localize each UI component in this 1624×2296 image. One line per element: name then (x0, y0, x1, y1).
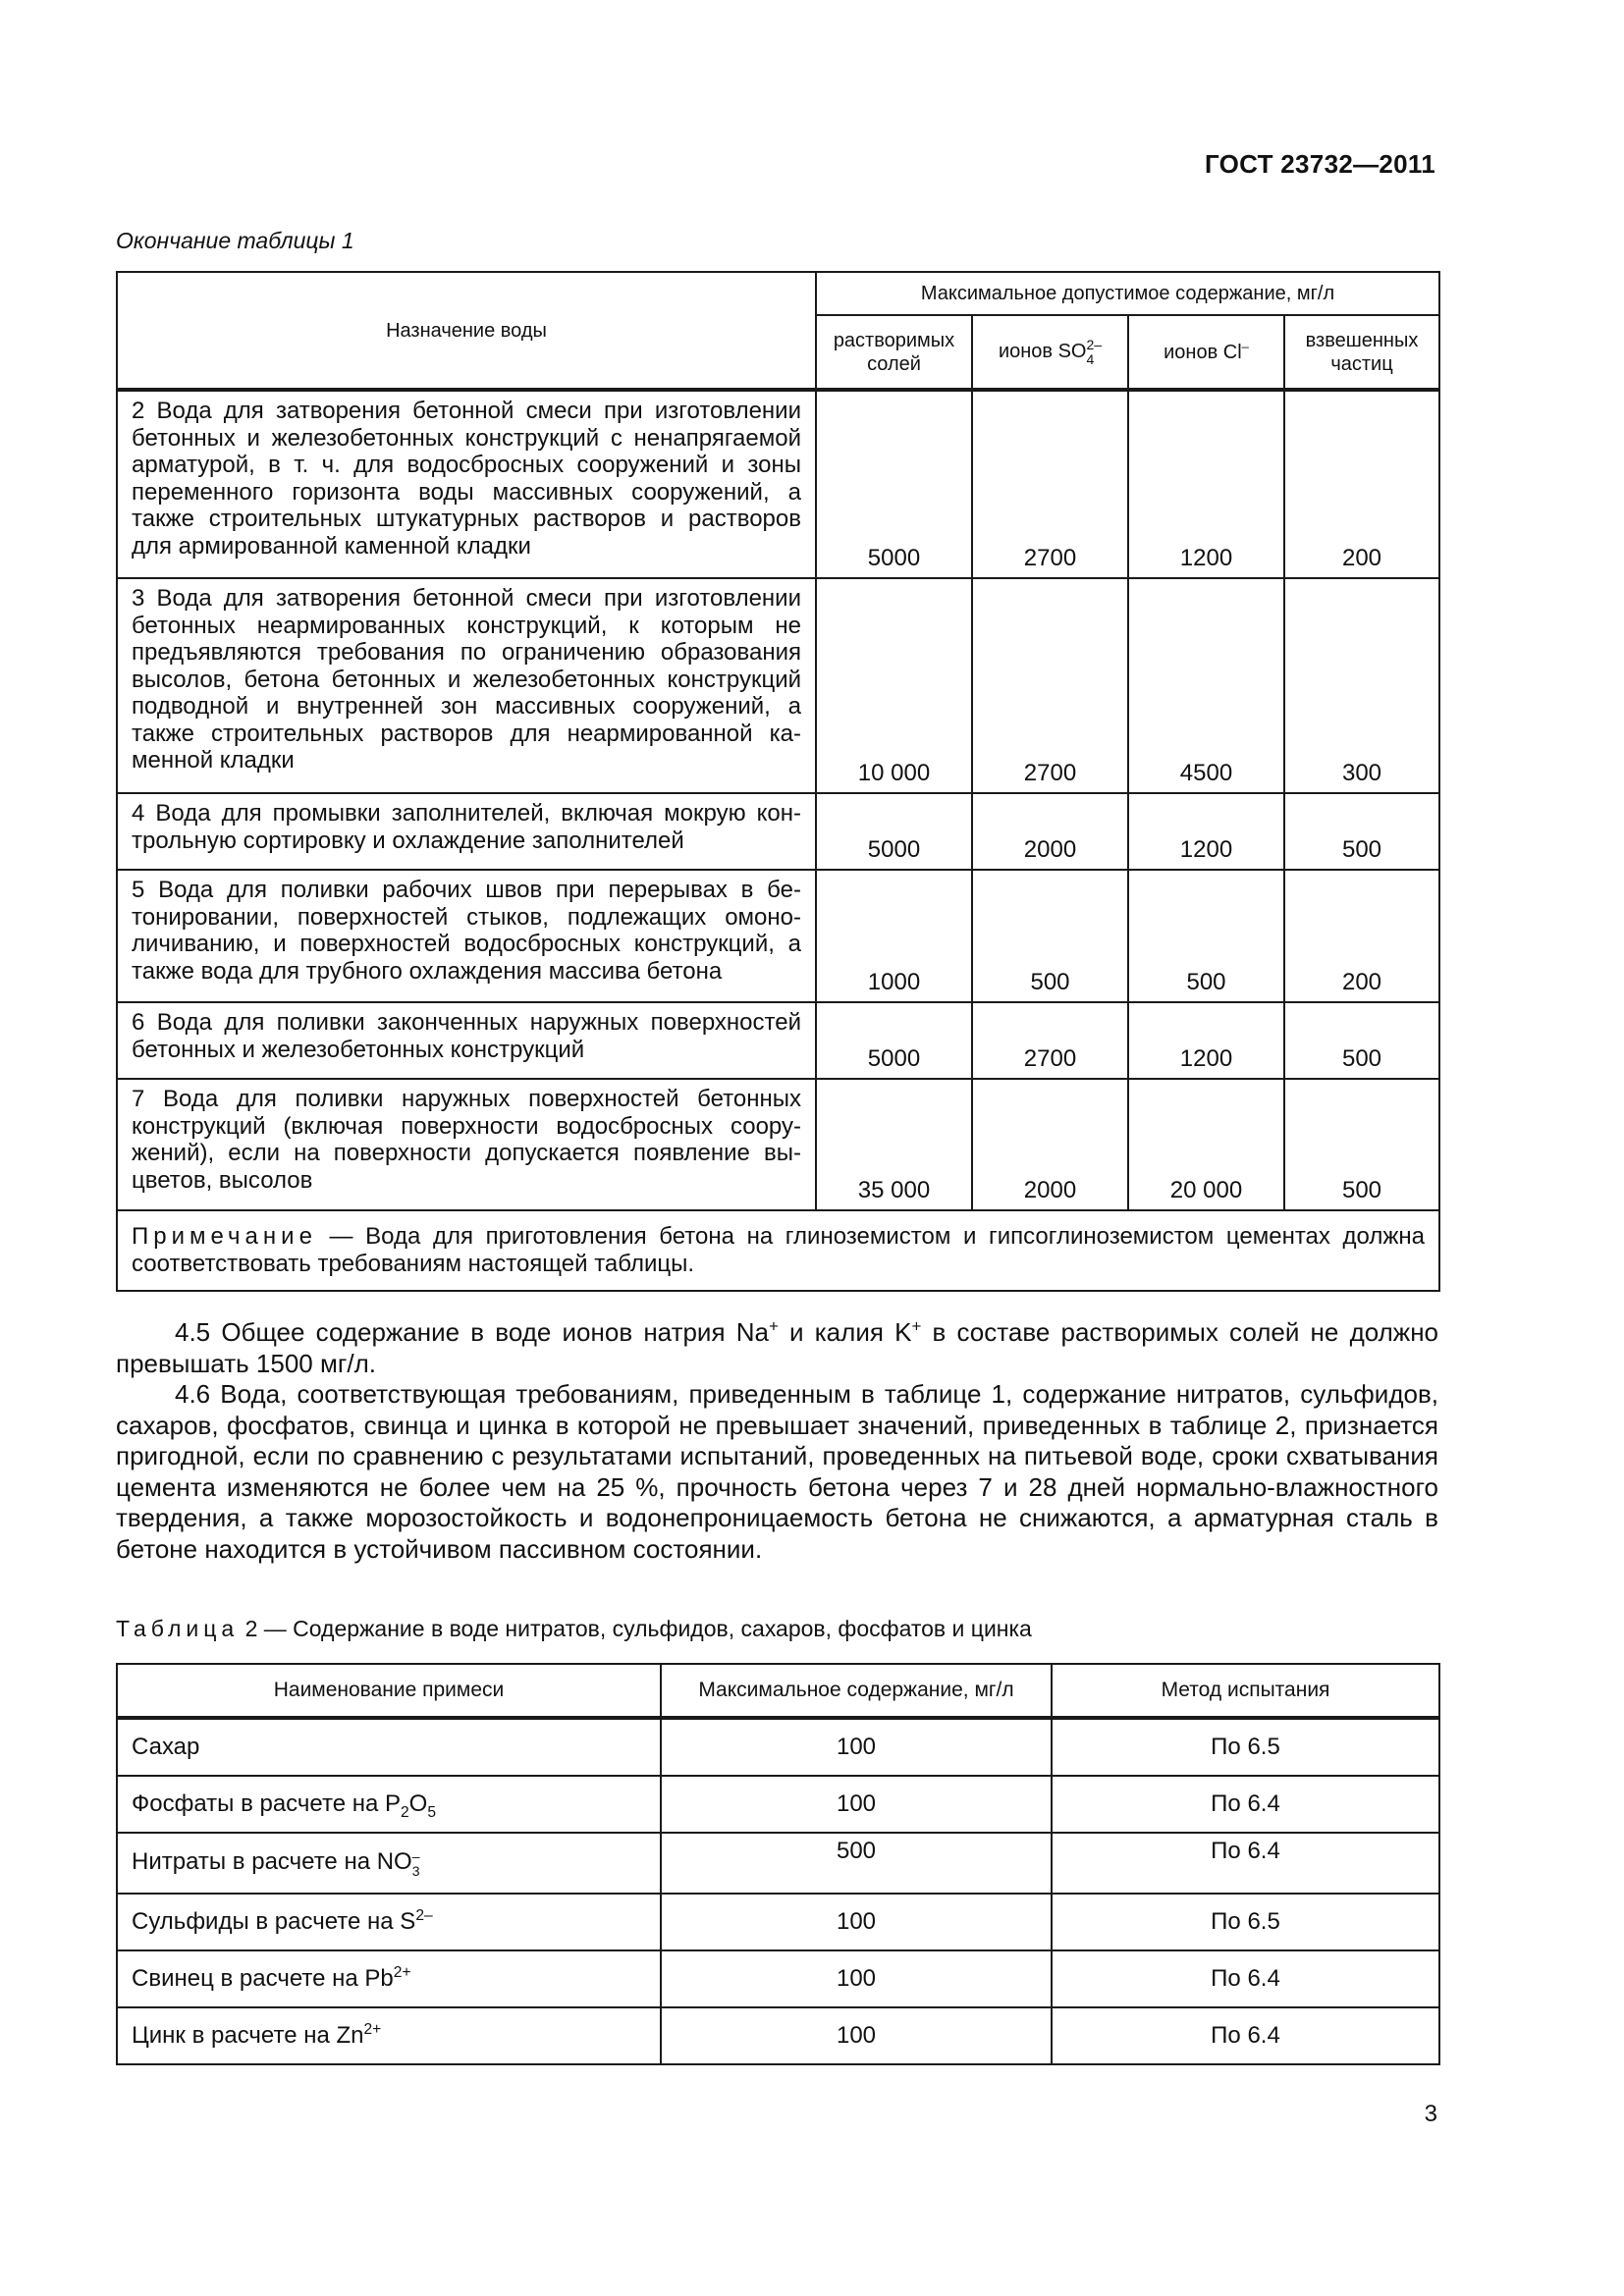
table-row (117, 1776, 1439, 1833)
row-particles: 500 (1284, 1002, 1439, 1079)
impurity-name-part: O (408, 1790, 428, 1817)
row-salts: 1000 (816, 870, 972, 1002)
table-row (117, 2007, 1439, 2064)
sulfate-ion-indices (1086, 338, 1102, 366)
table-row (117, 1079, 1439, 1210)
impurity-name-part: Цинк в расчете на Zn (132, 2022, 364, 2049)
row-chloride: 1200 (1128, 390, 1284, 578)
impurity-max: 500 (661, 1833, 1052, 1894)
impurity-max: 100 (661, 2007, 1052, 2064)
row-purpose: 6 Вода для поливки законченных наружных поверхностей бетонных и железобетонных конструкций (117, 1002, 816, 1079)
impurity-max: 100 (661, 1718, 1052, 1776)
impurity-name (117, 1950, 661, 2007)
row-chloride: 4500 (1128, 578, 1284, 793)
table-row (117, 1950, 1439, 2007)
row-particles: 300 (1284, 578, 1439, 793)
row-sulfate: 500 (972, 870, 1128, 1002)
impurities-table (116, 1663, 1440, 2065)
row-particles: 500 (1284, 793, 1439, 870)
row-salts: 35 000 (816, 1079, 972, 1210)
table-row (117, 1718, 1439, 1776)
table-row (117, 1894, 1439, 1950)
row-purpose: 4 Вода для промывки заполнителей, включая мокрую контрольную сортировку и охлаждение заполнителей (117, 793, 816, 870)
row-purpose: 3 Вода для затворения бетонной смеси при изготовлении бетонных неармированных конструкций, к которым не предъявляются требования по ограничению образования высолов, бетона бетонных и железобетонных конструкций подводной и внутренней зон массивных сооружений, а также строительных растворов для неармированной каменной кладки (117, 578, 816, 793)
col-purpose-header: Назначение воды (117, 272, 816, 390)
impurity-method: По 6.5 (1052, 1894, 1439, 1950)
impurity-name-part: Сульфиды в расчете на S (132, 1908, 416, 1935)
row-purpose: 7 Вода для поливки наружных поверхностей бетонных конструкций (включая поверхности водосбросных сооружений), если на поверхности допускается появление выцветов, высолов (117, 1079, 816, 1210)
row-sulfate: 2700 (972, 578, 1128, 793)
row-chloride: 500 (1128, 870, 1284, 1002)
table-row (117, 578, 1439, 793)
formula-charge: 2+ (393, 1964, 411, 1981)
row-sulfate: 2000 (972, 793, 1128, 870)
row-particles: 500 (1284, 1079, 1439, 1210)
impurity-method: По 6.4 (1052, 1950, 1439, 2007)
nitrate-ion-indices (412, 1849, 420, 1878)
col-max-header: Максимальное содержание, мг/л (661, 1664, 1052, 1718)
clause-4-6: 4.6 Вода, соответствующая требованиям, приведенным в таблице 1, содержание нитратов, сульфидов, сахаров, фосфатов, свинца и цинка в которой не превышает значений, приведенных в таблице 2, признается пригодной, если по сравнению с результатами испытаний, проведенных на питьевой воде, сроки схватывания цемента изменяются не более чем на 25 %, прочность бетона через 7 и 28 дней нормально-влажностного твердения, а также морозостойкость и водонепроницаемость бетона не снижаются, а арматурная сталь в бетоне находится в устойчивом пассивном состоянии. (116, 1379, 1438, 1564)
col-impurity-name-header: Наименование примеси (117, 1664, 661, 1718)
formula-charge: 2+ (363, 2021, 382, 2038)
table-row (117, 1002, 1439, 1079)
impurity-name (117, 1776, 661, 1833)
col-sulfate-header (972, 315, 1128, 390)
row-sulfate: 2700 (972, 1002, 1128, 1079)
row-chloride: 1200 (1128, 1002, 1284, 1079)
impurity-name-part: Нитраты в расчете на NO (132, 1848, 412, 1876)
impurity-name (117, 1894, 661, 1950)
table-note (117, 1210, 1439, 1291)
table-row (117, 390, 1439, 578)
row-sulfate: 2000 (972, 1079, 1128, 1210)
impurity-method: По 6.4 (1052, 2007, 1439, 2064)
clause-4-5-part-c: в составе растворимых солей не должно превышать 1500 мг/л. (116, 1317, 1439, 1378)
impurity-method: По 6.5 (1052, 1718, 1439, 1776)
impurity-method: По 6.4 (1052, 1776, 1439, 1833)
clause-4-5-part-a: 4.5 Общее содержание в воде ионов натрия Na (175, 1317, 769, 1347)
page-number: 3 (1424, 2101, 1437, 2127)
clause-4-5 (116, 1317, 1438, 1379)
potassium-charge: + (911, 1316, 922, 1336)
sulfate-charge: 2– (1086, 337, 1103, 352)
standard-designation: ГОСТ 23732—2011 (1204, 149, 1435, 179)
formula-charge: 2– (415, 1907, 433, 1924)
note-label: Примечание (132, 1223, 317, 1250)
impurity-name (117, 1833, 661, 1894)
row-salts: 5000 (816, 793, 972, 870)
impurity-name (117, 2007, 661, 2064)
formula-subscript: 2 (400, 1803, 409, 1821)
note-text: — Вода для приготовления бетона на глиноземистом и гипсоглиноземистом цементах должна соответствовать требованиям настоящей таблицы. (132, 1223, 1425, 1277)
table2-caption-text: 2 — Содержание в воде нитратов, сульфидов, сахаров, фосфатов и цинка (239, 1616, 1032, 1641)
impurity-name-part: Фосфаты в расчете на P (132, 1790, 401, 1817)
col-method-header: Метод испытания (1052, 1664, 1439, 1718)
formula-subscript: 5 (427, 1803, 437, 1821)
impurity-max: 100 (661, 1950, 1052, 2007)
chloride-charge: – (1241, 338, 1249, 353)
chloride-prefix: ионов Cl (1164, 341, 1242, 363)
impurity-max: 100 (661, 1776, 1052, 1833)
table-row (117, 1833, 1439, 1894)
col-salts-header: растворимых солей (816, 315, 972, 390)
sodium-charge: + (768, 1316, 779, 1336)
row-salts: 10 000 (816, 578, 972, 793)
impurity-name-part: Свинец в расчете на Pb (132, 1965, 394, 1992)
clause-4-5-part-b: и калия K (778, 1317, 912, 1347)
formula-charge: – (411, 1847, 420, 1864)
row-sulfate: 2700 (972, 390, 1128, 578)
row-chloride: 1200 (1128, 793, 1284, 870)
row-purpose: 5 Вода для поливки рабочих швов при перерывах в бетонировании, поверхностей стыков, подлежащих омоноличиванию, и поверхностей водосбросных конструкций, а также вода для трубного охлаждения массива бетона (117, 870, 816, 1002)
row-salts: 5000 (816, 390, 972, 578)
table2-caption (116, 1616, 1032, 1642)
col-chloride-header (1128, 315, 1284, 390)
row-chloride: 20 000 (1128, 1079, 1284, 1210)
sulfate-index: 4 (1086, 351, 1095, 367)
sulfate-prefix: ионов SO (998, 340, 1087, 362)
col-max-content-header: Максимальное допустимое содержание, мг/л (816, 272, 1439, 315)
clauses-section (116, 1317, 1438, 1565)
row-salts: 5000 (816, 1002, 972, 1079)
formula-subscript: 3 (411, 1862, 420, 1879)
impurity-max: 100 (661, 1894, 1052, 1950)
water-requirements-table (116, 271, 1440, 1292)
col-particles-header: взвешенных частиц (1284, 315, 1439, 390)
row-particles: 200 (1284, 390, 1439, 578)
table-row (117, 793, 1439, 870)
row-particles: 200 (1284, 870, 1439, 1002)
table-continuation-label: Окончание таблицы 1 (116, 228, 354, 253)
table2-caption-label: Таблица (116, 1616, 240, 1641)
table-row (117, 870, 1439, 1002)
impurity-method: По 6.4 (1052, 1833, 1439, 1894)
row-purpose: 2 Вода для затворения бетонной смеси при изготовлении бетонных и железобетонных конструкций с ненапрягаемой арматурой, в т. ч. для водосбросных сооружений и зоны переменного горизонта воды массивных сооружений, а также строительных штукатурных растворов и растворов для армированной каменной кладки (117, 390, 816, 578)
impurity-name: Сахар (117, 1718, 661, 1776)
